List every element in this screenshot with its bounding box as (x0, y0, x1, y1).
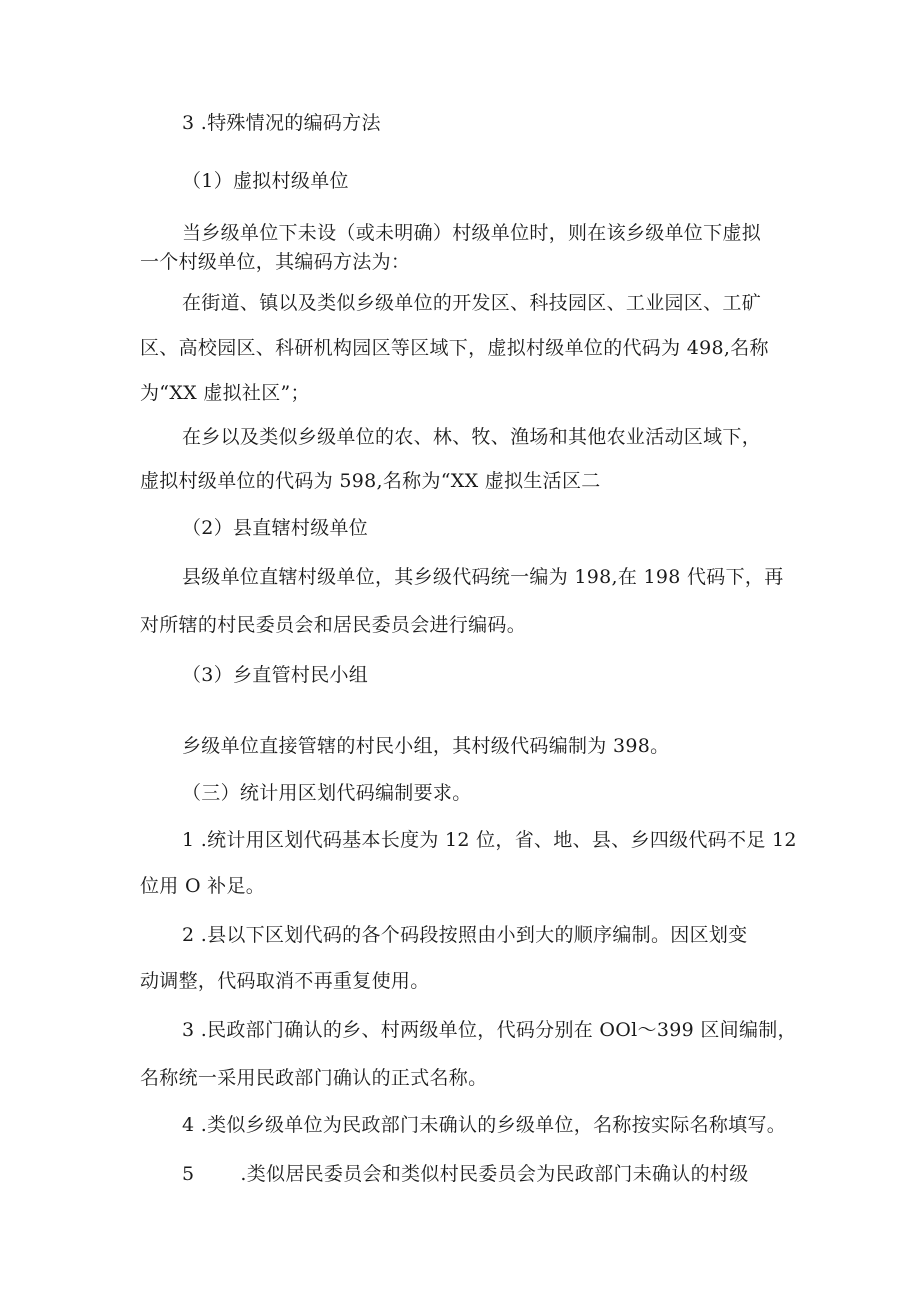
subsection-heading: （3）乡直管村民小组 (182, 664, 369, 686)
section-heading: （三）统计用区划代码编制要求。 (182, 782, 472, 804)
paragraph-line: 动调整，代码取消不再重复使用。 (140, 970, 430, 992)
paragraph-line: 对所辖的村民委员会和居民委员会进行编码。 (140, 614, 527, 636)
paragraph-line: 乡级单位直接管辖的村民小组，其村级代码编制为 398。 (182, 735, 670, 757)
paragraph-line: 区、高校园区、科研机构园区等区域下，虚拟村级单位的代码为 498,名称 (140, 337, 769, 359)
paragraph-line: 在乡以及类似乡级单位的农、林、牧、渔场和其他农业活动区域下， (182, 426, 762, 448)
paragraph-line: 在街道、镇以及类似乡级单位的开发区、科技园区、工业园区、工矿 (182, 292, 762, 314)
section-heading: 3 .特殊情况的编码方法 (182, 112, 381, 134)
item-number: 5 (182, 1163, 195, 1185)
paragraph-line: 当乡级单位下未设（或未明确）村级单位时，则在该乡级单位下虚拟 (182, 222, 762, 244)
paragraph-line: 4 .类似乡级单位为民政部门未确认的乡级单位，名称按实际名称填写。 (182, 1114, 787, 1136)
paragraph-line: 县级单位直辖村级单位，其乡级代码统一编为 198,在 198 代码下，再 (182, 566, 784, 588)
subsection-heading: （2）县直辖村级单位 (182, 517, 369, 539)
paragraph-line: 为“XX 虚拟社区”； (140, 382, 310, 404)
paragraph-line: 虚拟村级单位的代码为 598,名称为“XX 虚拟生活区二 (140, 470, 601, 492)
paragraph-line: 名称统一采用民政部门确认的正式名称。 (140, 1067, 488, 1089)
subsection-heading: （1）虚拟村级单位 (182, 170, 349, 192)
paragraph-line: 1 .统计用区划代码基本长度为 12 位，省、地、县、乡四级代码不足 12 (182, 829, 797, 851)
item-text: .类似居民委员会和类似村民委员会为民政部门未确认的村级 (240, 1163, 749, 1185)
paragraph-line-last (182, 1161, 749, 1187)
paragraph-line: 一个村级单位，其编码方法为： (140, 251, 411, 273)
paragraph-line: 2 .县以下区划代码的各个码段按照由小到大的顺序编制。因区划变 (182, 924, 748, 946)
paragraph-line: 3 .民政部门确认的乡、村两级单位，代码分别在 OOl～399 区间编制， (182, 1019, 797, 1041)
paragraph-line: 位用 O 补足。 (140, 875, 266, 897)
